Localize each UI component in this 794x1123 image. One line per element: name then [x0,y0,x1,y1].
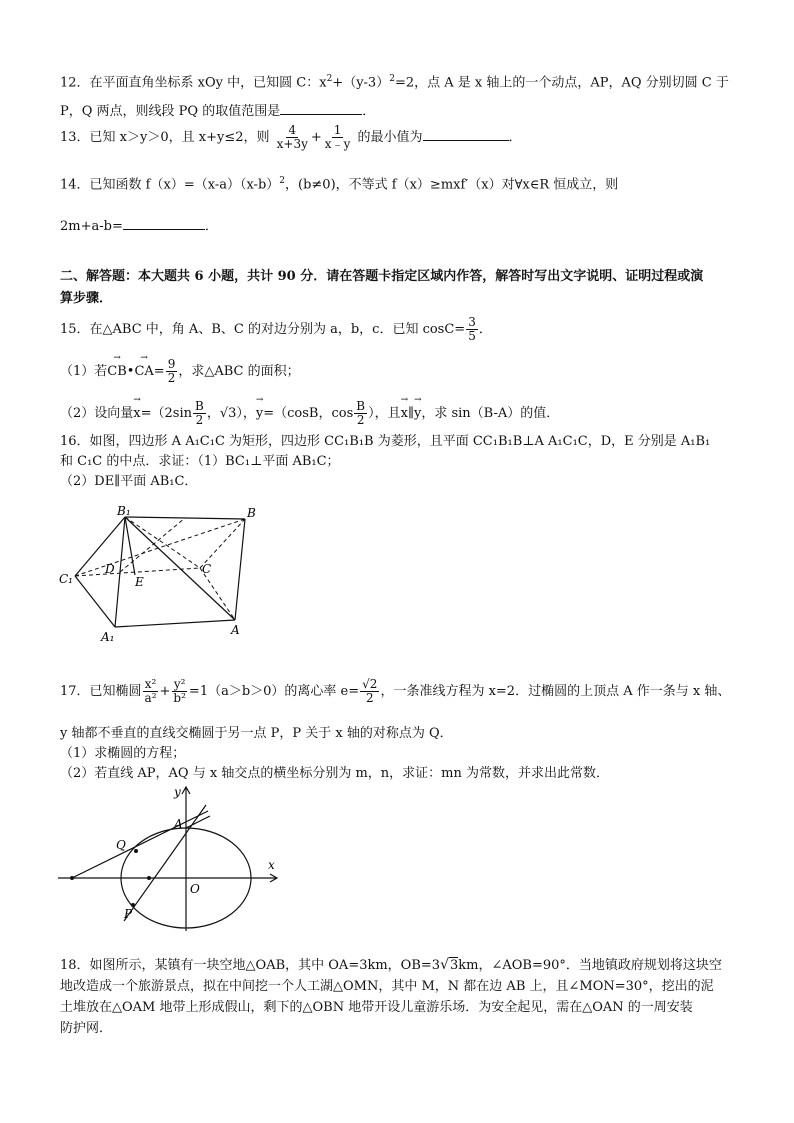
fraction: $\frac{√2}{2}$ [362,677,378,705]
ellipse-figure [58,783,283,933]
fraction: $\frac{B}{2}$ [356,399,366,427]
label-D: D [105,562,115,576]
answer-blank [423,126,509,141]
q14-line2: 2m+a-b= ． [60,215,218,236]
fraction: $\frac{\text{x²}}{\text{a²}}$ [144,677,157,705]
label-y: y [174,785,181,799]
label-E: E [135,575,144,589]
label-A: A [231,623,240,637]
q17-line3: （1）求椭圆的方程； [60,746,186,761]
q16-line1: 16．如图，四边形 A A₁C₁C 为矩形，四边形 CC₁B₁B 为菱形，且平面 CC₁B₁B⊥A A₁C₁C，D，E 分别是 A₁B₁ [60,434,711,449]
label-A: A [174,817,183,831]
fraction: $\frac{\text{y²}}{\text{b²}}$ [173,677,186,705]
q14-line1: 14．已知函数 $f(x)=(x-a)(x-b)^2$，(b≠0)，不等式 f（x）≥mxf′（x）对∀x∈R 恒成立，则 [60,176,619,193]
q18-line2: 地改造成一个旅游景点，拟在中间挖一个人工湖△OMN，其中 M，N 都在边 AB 上，且∠MON=30°，挖出的泥 [60,979,714,994]
q13-line: 13．已知 x＞y＞0，且 x+y≤2，则 $\frac{4}{x+3y}$ + $\frac{1}{x﹣y}$ 的最小值为 ． [60,123,522,151]
q18-line1: 18．如图所示，某镇有一块空地△OAB，其中 OA=3km，OB=3√3km，∠AOB=90°．当地镇政府规划将这块空 [60,957,722,973]
prism-figure [55,500,270,645]
q17-line1: 17．已知椭圆 $\frac{\text{x²}}{\text{a²}}$ + $\frac{\text{y²}}{\text{b²}}$ =1（a＞b＞0）的离心率 e= $\frac{√2}{2}$ ，一条准线方程为 x=2．过椭圆的上顶点 A 作一条与 x 轴、 [60,677,731,705]
q17-line2: y 轴都不垂直的直线交椭圆于另一点 P，P 关于 x 轴的对称点为 Q． [60,726,453,741]
fraction: $\frac{9}{2}$ [167,357,176,385]
label-C: C [202,562,212,576]
answer-blank [123,215,205,230]
label-P: P [124,907,133,921]
label-O: O [190,882,200,896]
fraction: $\frac{B}{2}$ [195,399,204,427]
label-A1: A₁ [101,630,115,644]
section-heading-cont: 算步骤． [60,291,113,306]
q15-line1: 15．在△ABC 中，角 A、B、C 的对边分别为 a，b，c．已知 cosC= $\frac{3}{5}$ ． [60,315,492,343]
q16-line3: （2）DE∥平面 AB₁C． [60,474,198,489]
q16-line2: 和 C₁C 的中点．求证：（1）BC₁⊥平面 AB₁C； [60,454,340,469]
label-B1: B₁ [117,504,131,518]
q18-line3: 土堆放在△OAM 地带上形成假山，剩下的△OBN 地带开设儿童游乐场．为安全起见，需在△OAN 的一周安装 [60,1000,693,1015]
section-heading: 二、解答题：本大题共 6 小题，共计 90 分．请在答题卡指定区域内作答，解答时写出文字说明、证明过程或演 [60,269,704,284]
q15-part2: （2）设向量→ x=（2sin $\frac{B}{2}$ ，√3），→ y=（cosB，cos $\frac{B}{2}$ ），且→ x∥→ y，求 sin（B-A）的值． [60,400,559,427]
label-x: x [268,858,275,872]
label-B: B [247,506,256,520]
fraction: $\frac{4}{x+3y}$ [276,123,308,151]
fraction: $\frac{1}{x﹣y}$ [324,123,351,151]
q17-line4: （2）若直线 AP，AQ 与 x 轴交点的横坐标分别为 m，n，求证：mn 为常数，并求出此常数． [60,766,609,781]
fraction: $\frac{3}{5}$ [468,315,476,343]
q12-line1: 12．在平面直角坐标系 xOy 中，已知圆 C：$x^2+(y-3)^2=2$，点 A 是 x 轴上的一个动点，AP，AQ 分别切圆 C 于 [60,74,729,91]
q12-line2: P，Q 两点，则线段 PQ 的取值范围是 ． [60,100,375,121]
label-C1: C₁ [59,572,73,586]
label-Q: Q [116,838,126,852]
q15-part1: （1）若→ CB•→ CA= $\frac{9}{2}$ ，求△ABC 的面积； [60,358,300,385]
q18-line4: 防护网． [60,1021,113,1036]
answer-blank [280,100,362,115]
